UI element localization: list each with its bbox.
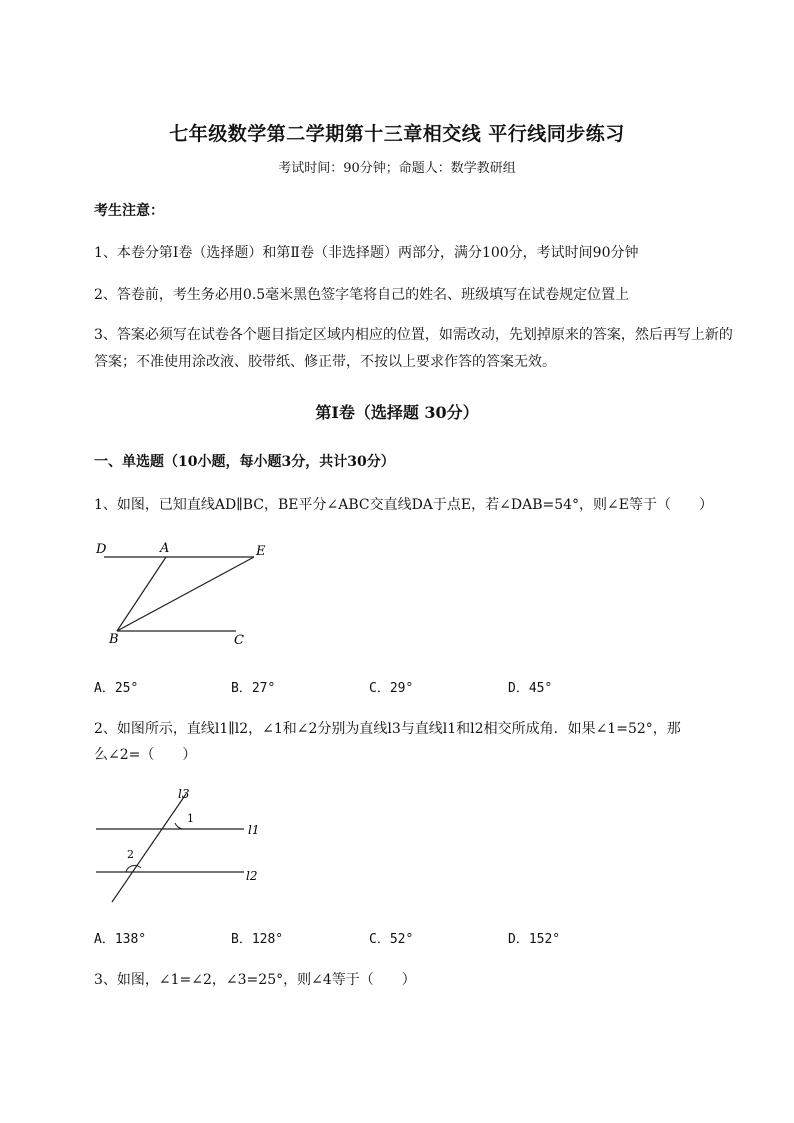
label-A: A (160, 541, 170, 556)
q1-option-d: D．45° (508, 681, 553, 696)
label-D: D (96, 542, 107, 557)
question-1-figure (90, 538, 290, 653)
notice-item-3: 3、答案必须写在试卷各个题目指定区域内相应的位置，如需改动，先划掉原来的答案，然后再写上新的答案；不准使用涂改液、胶带纸、修正带，不按以上要求作答的答案无效。 (94, 327, 733, 370)
question-2-stem-line1: 2、如图所示，直线l1∥l2，∠1和∠2分别为直线l3与直线l1和l2相交所成角．如果∠1=52°，那 (94, 721, 681, 737)
label-l1: l1 (248, 823, 260, 837)
label-B: B (109, 632, 119, 647)
q1-option-c: C．29° (369, 681, 414, 696)
notice-heading: 考生注意： (94, 203, 164, 219)
question-3-stem: 3、如图，∠1=∠2，∠3=25°，则∠4等于（ ） (94, 972, 416, 988)
label-l2: l2 (246, 869, 258, 883)
q2-option-b: B．128° (231, 932, 284, 947)
label-angle-1: 1 (187, 812, 194, 825)
notice-item-2: 2、答卷前，考生务必用0.5毫米黑色签字笔将自己的姓名、班级填写在试卷规定位置上 (94, 287, 630, 303)
notice-item-1: 1、本卷分第I卷（选择题）和第Ⅱ卷（非选择题）两部分，满分100分，考试时间90分钟 (94, 245, 639, 261)
label-C: C (234, 633, 244, 648)
label-angle-2: 2 (127, 848, 134, 861)
label-E: E (256, 544, 266, 559)
label-l3: l3 (178, 787, 190, 801)
question-2-stem-line2: 么∠2=（ ） (94, 747, 197, 763)
part-title: 第I卷（选择题 30分） (315, 403, 479, 422)
q2-option-c: C．52° (369, 932, 414, 947)
q1-option-a: A．25° (94, 681, 139, 696)
question-1-stem: 1、如图，已知直线AD∥BC，BE平分∠ABC交直线DA于点E，若∠DAB=54°，则∠E等于（ ） (94, 497, 713, 513)
q2-option-a: A．138° (94, 932, 147, 947)
page-title: 七年级数学第二学期第十三章相交线 平行线同步练习 (169, 123, 625, 145)
q1-option-b: B．27° (231, 681, 276, 696)
section-heading: 一、单选题（10小题，每小题3分，共计30分） (94, 454, 395, 470)
q2-option-d: D．152° (508, 932, 561, 947)
question-2-figure (90, 784, 270, 904)
exam-info: 考试时间：90分钟；命题人：数学教研组 (278, 161, 516, 176)
